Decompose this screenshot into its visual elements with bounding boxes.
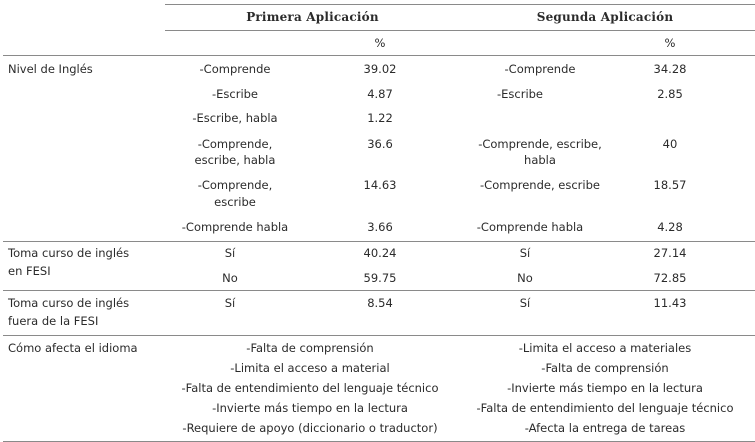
nivel-a-opt-2: -Escribe, habla bbox=[192, 111, 278, 125]
afecta-a-item-3: -Invierte más tiempo en la lectura bbox=[212, 401, 408, 415]
afecta-b-item-3: -Falta de entendimiento del lenguaje técnico bbox=[476, 401, 734, 415]
afecta-a-item-2: -Falta de entendimiento del lenguaje técnico bbox=[181, 381, 439, 395]
curso-fesi-b-opt-1: No bbox=[517, 271, 533, 285]
nivel-a-val-1: 4.87 bbox=[367, 87, 393, 101]
row-label-nivel: Nivel de Inglés bbox=[8, 62, 93, 76]
nivel-a-opt-3-line1: -Comprende, bbox=[197, 137, 273, 151]
row-label-curso-fesi-line1: Toma curso de inglés bbox=[8, 246, 130, 260]
header-pct-b: % bbox=[664, 36, 676, 50]
nivel-b-val-0: 34.28 bbox=[653, 62, 687, 76]
afecta-a-item-1: -Limita el acceso a material bbox=[230, 361, 390, 375]
curso-fesi-a-val-0: 40.24 bbox=[363, 246, 397, 260]
afecta-b-item-2: -Invierte más tiempo en la lectura bbox=[507, 381, 703, 395]
nivel-b-val-5: 4.28 bbox=[657, 220, 683, 234]
curso-fesi-a-opt-1: No bbox=[222, 271, 238, 285]
rule-after-nivel bbox=[3, 241, 755, 242]
header-primera-aplicacion: Primera Aplicación bbox=[246, 10, 379, 24]
nivel-a-val-3: 36.6 bbox=[367, 137, 393, 151]
nivel-a-val-0: 39.02 bbox=[363, 62, 397, 76]
curso-fuera-a-opt-0: Sí bbox=[224, 296, 236, 310]
curso-fesi-b-val-1: 72.85 bbox=[653, 271, 687, 285]
afecta-a-item-0: -Falta de comprensión bbox=[246, 341, 374, 355]
curso-fesi-b-val-0: 27.14 bbox=[653, 246, 687, 260]
header-pct-a: % bbox=[374, 36, 386, 50]
nivel-a-val-4: 14.63 bbox=[363, 178, 397, 192]
nivel-b-opt-0: -Comprende bbox=[504, 62, 576, 76]
nivel-a-val-5: 3.66 bbox=[367, 220, 393, 234]
curso-fesi-a-opt-0: Sí bbox=[224, 246, 236, 260]
row-label-curso-fuera-line1: Toma curso de inglés bbox=[8, 296, 130, 310]
nivel-b-val-1: 2.85 bbox=[657, 87, 683, 101]
rule-after-curso-fesi bbox=[3, 290, 755, 291]
nivel-b-opt-1: -Escribe bbox=[496, 87, 544, 101]
curso-fesi-b-opt-0: Sí bbox=[519, 246, 531, 260]
nivel-b-val-4: 18.57 bbox=[653, 178, 687, 192]
nivel-b-opt-3-line1: -Comprende, escribe, bbox=[478, 137, 602, 151]
rule-after-curso-fuera bbox=[3, 335, 755, 336]
nivel-a-opt-5: -Comprende habla bbox=[181, 220, 289, 234]
nivel-a-opt-3-line2: escribe, habla bbox=[194, 153, 276, 167]
afecta-b-item-4: -Afecta la entrega de tareas bbox=[524, 421, 686, 435]
rule-under-header bbox=[165, 30, 755, 31]
curso-fuera-b-val-0: 11.43 bbox=[653, 296, 687, 310]
afecta-b-item-0: -Limita el acceso a materiales bbox=[518, 341, 692, 355]
row-label-afecta: Cómo afecta el idioma bbox=[8, 341, 138, 355]
curso-fuera-a-val-0: 8.54 bbox=[367, 296, 393, 310]
rule-top bbox=[165, 4, 755, 5]
nivel-b-val-3: 40 bbox=[662, 137, 678, 151]
row-label-curso-fesi-line2: en FESI bbox=[8, 264, 51, 278]
afecta-b-item-1: -Falta de comprensión bbox=[541, 361, 669, 375]
curso-fuera-b-opt-0: Sí bbox=[519, 296, 531, 310]
nivel-b-opt-3-line2: habla bbox=[524, 153, 556, 167]
nivel-a-opt-1: -Escribe bbox=[211, 87, 259, 101]
nivel-a-opt-4-line2: escribe bbox=[214, 195, 256, 209]
header-segunda-aplicacion: Segunda Aplicación bbox=[536, 10, 674, 24]
curso-fesi-a-val-1: 59.75 bbox=[363, 271, 397, 285]
nivel-a-opt-4-line1: -Comprende, bbox=[197, 178, 273, 192]
afecta-a-item-4: -Requiere de apoyo (diccionario o traductor) bbox=[182, 421, 438, 435]
nivel-b-opt-5: -Comprende habla bbox=[476, 220, 584, 234]
nivel-b-opt-4: -Comprende, escribe bbox=[480, 178, 600, 192]
row-label-curso-fuera-line2: fuera de la FESI bbox=[8, 314, 99, 328]
rule-under-pct bbox=[3, 55, 755, 56]
nivel-a-opt-0: -Comprende bbox=[199, 62, 271, 76]
nivel-a-val-2: 1.22 bbox=[367, 111, 393, 125]
